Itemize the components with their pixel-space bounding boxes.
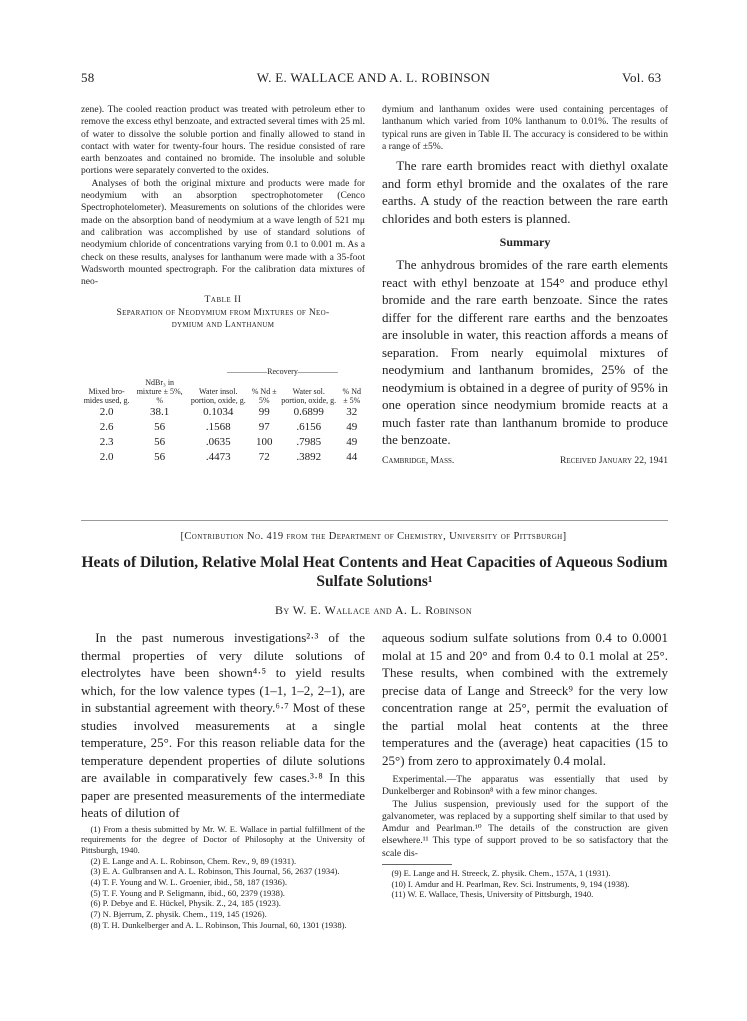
table-cell: .0635 — [205, 436, 231, 448]
intro-paragraph: aqueous sodium sulfate solutions from 0.4 to 0.0001 molal at 15 and 20° and from 0.4 to 0.1 molal at 25°. These results, when combined with the extremely precise data of Lange and Streeck⁹ for the very low concentration range at 25°, permit the evaluation of the partial molal heat contents at the three temperatures and the (average) heat capacities (15 to 25°) from zero to approximately 0.4 molal. — [382, 630, 668, 768]
footnote: (2) E. Lange and A. L. Robinson, Chem. Rev., 9, 89 (1931). — [90, 855, 297, 866]
prev-paragraph: dymium and lanthanum oxides were used containing percentages of lanthanum which varied from 10% lanthanum to 0.01%. The results of typical runs are given in Table II. The accuracy is considered to be within a range of ±5%. — [382, 104, 668, 152]
table-cell: 0.1034 — [203, 406, 234, 418]
footnote: (6) P. Debye and E. Hückel, Physik. Z., 24, 185 (1923). — [90, 898, 281, 909]
prev-paragraph: The rare earth bromides react with diethyl oxalate and form ethyl bromide and the oxalates of the rare earths. A study of the reaction between the rare earth chlorides and both esters is planned. — [382, 158, 668, 226]
table-cell: 49 — [346, 421, 358, 433]
signature-line — [382, 455, 668, 466]
footnote: (11) W. E. Wallace, Thesis, University of Pittsburgh, 1940. — [391, 889, 594, 900]
article-left-column — [81, 629, 365, 931]
table-cell: 72 — [258, 451, 270, 463]
footnotes-left — [81, 824, 365, 931]
footnotes-right — [382, 868, 668, 900]
table-cell: 0.6899 — [293, 406, 324, 418]
footnote: (1) From a thesis submitted by Mr. W. E. Wallace in partial fulfillment of the requirements for the degree of Doctor of Philosophy at the University of Pittsburgh, 1940. — [81, 823, 365, 855]
table-cell: 32 — [346, 406, 358, 418]
footnote-separator — [382, 864, 452, 865]
table-cell: 2.0 — [99, 451, 114, 463]
table-header-cell: Water sol. portion, oxide, g. — [281, 387, 337, 405]
table-row — [81, 435, 365, 450]
byline: By W. E. Wallace and A. L. Robinson — [274, 603, 472, 617]
table-cell: .6156 — [296, 421, 322, 433]
table-header-cell: % Nd ± 5% — [251, 387, 277, 405]
data-table — [81, 378, 365, 465]
summary-text: The anhydrous bromides of the rare earth elements react with ethyl benzoate at 154° and produce ethyl bromide and the rare earth benzoate. Since the rates differ for the different rare earths and the benzoates are insoluble in water, this reaction affords a means of separation. From nearly equimolal mixtures of neodymium and lanthanum bromides, 25% of the neodymium is obtained in a degree of purity of 95% in one operation since neodymium bromide reacts at a much faster rate than lanthanum bromide to produce the benzoate. — [382, 257, 668, 448]
table-header-cell: Mixed bro-mides used, g. — [83, 387, 130, 405]
table-cell: 56 — [154, 421, 166, 433]
footnote: (10) I. Amdur and H. Pearlman, Rev. Sci. Instruments, 9, 194 (1938). — [391, 878, 630, 889]
volume-label: Vol. 63 — [622, 70, 662, 85]
footnote: (8) T. H. Dunkelberger and A. L. Robinson, This Journal, 60, 1301 (1938). — [90, 919, 347, 930]
page-number: 58 — [81, 70, 95, 85]
table-row — [81, 405, 365, 420]
table-cell: 49 — [346, 436, 358, 448]
summary-heading: Summary — [499, 235, 551, 250]
table-cell: .7985 — [296, 436, 322, 448]
table-cell: 56 — [154, 436, 166, 448]
table-cell: 2.6 — [99, 421, 114, 433]
received-date: Received January 22, 1941 — [559, 454, 668, 466]
recovery-label: —————Recovery————— — [227, 367, 338, 376]
footnote: (3) E. A. Gulbransen and A. L. Robinson, This Journal, 56, 2637 (1934). — [90, 866, 340, 877]
table-cell: 100 — [255, 436, 273, 448]
table-cell: .3892 — [296, 451, 322, 463]
table-caption: Separation of Neodymium from Mixtures of Neo- — [116, 306, 330, 318]
table-cell: .1568 — [205, 421, 231, 433]
contribution-line: [Contribution No. 419 from the Department of Chemistry, University of Pittsburgh] — [180, 531, 567, 542]
table-cell: 44 — [346, 451, 358, 463]
table-header-cell: % Nd ± 5% — [342, 387, 361, 405]
article-title: Heats of Dilution, Relative Molal Heat Contents and Heat Capacities of Aqueous Sodium Sulfate Solutions¹ — [81, 554, 668, 590]
section-divider — [81, 520, 668, 521]
experimental-paragraph: Experimental.—The apparatus was essentially that used by Dunkelberger and Robinson⁸ with a few minor changes. — [382, 774, 668, 798]
table-header-row — [81, 378, 365, 405]
table-cell: 99 — [258, 406, 270, 418]
table-cell: 38.1 — [150, 406, 170, 418]
intro-paragraph: In the past numerous investigations²·³ of the thermal properties of very dilute solutions of electrolytes have been shown⁴·⁵ to yield results which, for the low valence types (1–1, 1–2, 2–1), are in substantial agreement with theory.⁶·⁷ Most of these studies involved measurements at a single temperature, 25°. For this reason reliable data for the temperature dependent properties of dilute solutions are available in comparatively few cases.³·⁸ In this paper are presented measurements of the intermediate heats of dilution of — [81, 630, 365, 820]
table-cell: 2.0 — [99, 406, 114, 418]
footnote: (4) T. F. Young and W. L. Groenier, ibid., 58, 187 (1936). — [90, 877, 287, 888]
prev-paragraph: zene). The cooled reaction product was treated with petroleum ether to remove the excess ethyl benzoate, and extracted several times with 25 ml. of water to dissolve the soluble portion and finally allowed to stand in contact with water for twenty-four hours. The residue consisted of rare earth benzoates and contained no bromide. The insoluble and soluble portions were separately converted to the oxides. — [81, 104, 365, 177]
table-cell: 97 — [258, 421, 270, 433]
table-caption: dymium and Lanthanum — [171, 319, 275, 331]
table-cell: 56 — [154, 451, 166, 463]
table-header-cell: NdBr₃ in mixture ± 5%, % — [136, 378, 183, 405]
table-title: Table II — [204, 294, 242, 306]
running-title: W. E. WALLACE AND A. L. ROBINSON — [256, 70, 491, 85]
footnote: (9) E. Lange and H. Streeck, Z. physik. Chem., 157A, 1 (1931). — [391, 868, 611, 879]
table-row — [81, 420, 365, 435]
prev-paragraph: Analyses of both the original mixture and products were made for neodymium with an absorption spectrophotometer (Cenco Spectrophotelometer). Measurements on solutions of the chlorides were made on the absorption band of neodymium at a wave length of 521 mμ and calibration was accomplished by use of standard solutions of neodymium chloride of concentrations varying from 0.1 to 0.001 m. As a check on these results, analyses for lanthanum were made with a 35-foot Wadsworth mounted spectrograph. For the calibration data mixtures of neo- — [81, 177, 365, 288]
footnote: (7) N. Bjerrum, Z. physik. Chem., 119, 145 (1926). — [90, 909, 267, 920]
article-right-column — [382, 629, 668, 900]
table-header-cell: Water insol. portion, oxide, g. — [190, 387, 246, 405]
experimental-paragraph: The Julius suspension, previously used for the support of the galvanometer, was replaced by a supporting shelf similar to that used by Amdur and Pearlman.¹⁰ The details of the construction are given elsewhere.¹¹ This type of support proved to be so satisfactory that the scale dis- — [382, 798, 668, 859]
table-cell: .4473 — [205, 451, 231, 463]
footnote: (5) T. F. Young and P. Seligmann, ibid., 60, 2379 (1938). — [90, 887, 285, 898]
prev-article-left-column — [81, 104, 365, 331]
prev-article-right-column — [382, 104, 668, 466]
table-row — [81, 450, 365, 465]
table-cell: 2.3 — [99, 436, 114, 448]
location: Cambridge, Mass. — [382, 454, 455, 466]
